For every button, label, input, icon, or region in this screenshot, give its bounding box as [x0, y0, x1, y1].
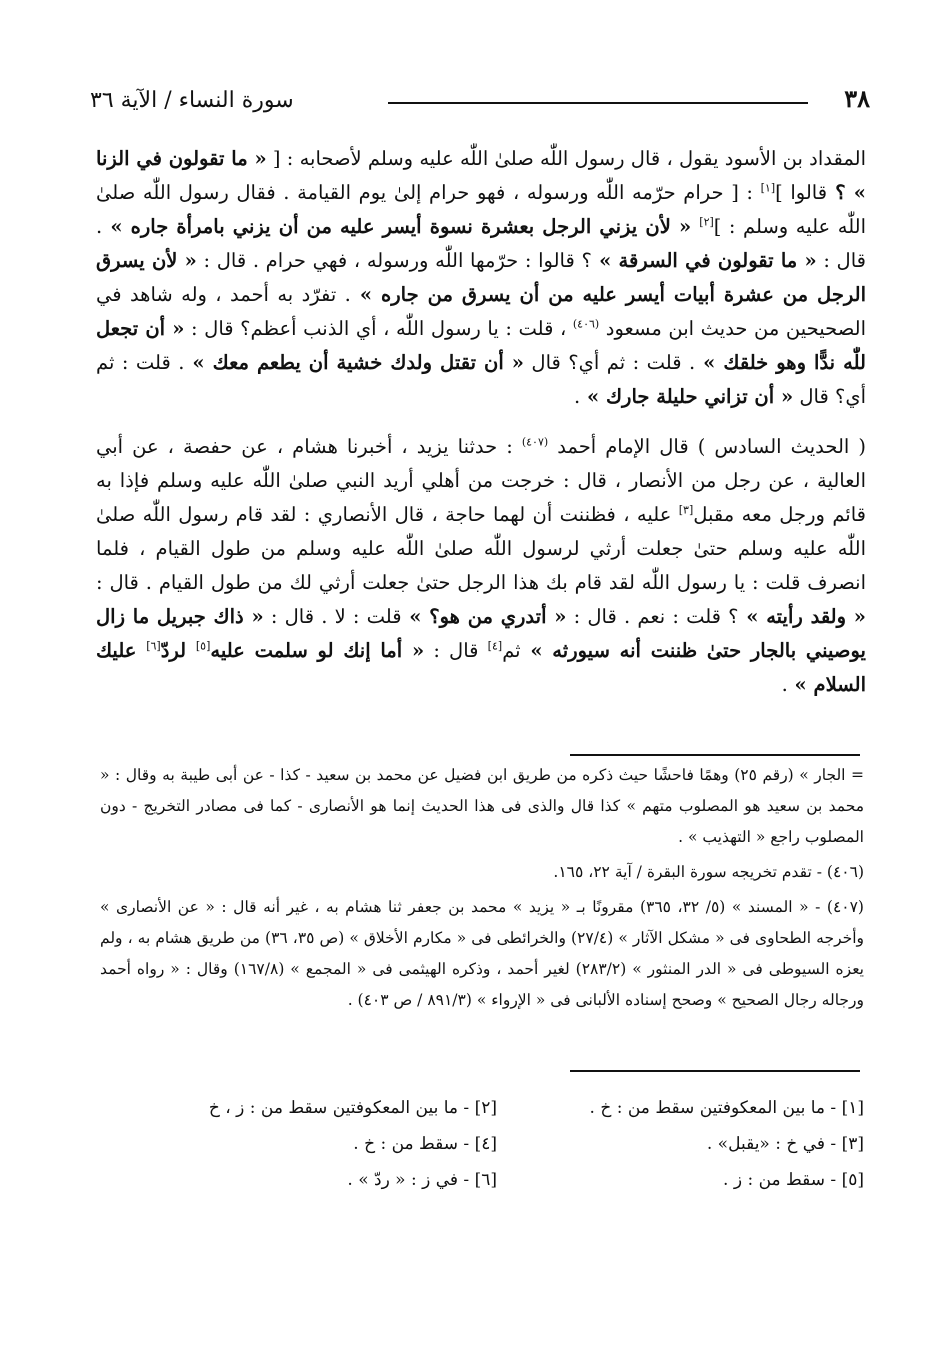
text-run: قالوا	[782, 181, 828, 204]
hadith-quote: « أتدري من هو؟ »	[401, 605, 567, 628]
reference-marker: [٦]	[146, 639, 161, 653]
text-run: . قلت : ثم أي؟ قال	[523, 351, 696, 374]
reference-marker: [١]	[760, 181, 776, 195]
manuscript-variants	[130, 1090, 864, 1198]
text-run: .	[781, 673, 788, 696]
hadith-quote: « لأن يسرق الرجل من عشرة أبيات أيسر عليه من أن يسرق من جاره »	[96, 249, 866, 306]
text-run: ؟ قلت : نعم . قال :	[566, 605, 739, 628]
page-number: ٣٨	[844, 84, 870, 113]
text-run: قال :	[424, 639, 488, 662]
text-run: ( الحديث السادس ) قال الإمام أحمد	[548, 435, 866, 458]
hadith-quote: « لأن يزني الرجل بعشرة نسوة أيسر عليه من أن يزني بامرأة جاره »	[102, 215, 700, 238]
hadith-quote: « أن تزاني حليلة جارك »	[580, 385, 794, 408]
header-rule	[388, 102, 808, 104]
hadith-quote: « ولقد رأيته »	[738, 605, 866, 628]
hadith-quote: « أن تجعل للّٰه ندًّا وهو خلقك »	[96, 317, 866, 374]
main-text	[96, 142, 866, 702]
footnote-rule	[570, 754, 860, 756]
footnote-406: (٤٠٦) - تقدم تخريجه سورة البقرة / آية ٢٢، ١٦٥.	[553, 863, 864, 881]
text-run: قلت : لا . قال :	[263, 605, 402, 628]
paragraph-hadith-fifth	[96, 142, 866, 414]
hadith-quote: « أما إنك لو سلمت عليه	[210, 639, 425, 662]
text-run: : [ حرام حرّمه اللّٰه ورسوله ، فهو حرام إلىٰ يوم القيامة . فقال رسول اللّٰه صلىٰ اللّٰه عليه وسلم : ]	[96, 181, 867, 238]
variant-note: [٥] - سقط من : ز .	[723, 1170, 864, 1190]
text-run: : حدثنا يزيد ، أخبرنا هشام ، عن حفصة ، عن أبي العالية ، عن رجل من الأنصار ، قال : خرجت من أهلي أريد النبي صلىٰ اللّٰه عليه وسلم فإذا به قائم ورجل معه مقبل	[96, 435, 866, 526]
reference-marker: (٤٠٧)	[521, 435, 549, 449]
text-run: . قلت : ثم أي؟ قال	[96, 351, 866, 408]
text-run: ؟ قالوا : حرّمها اللّٰه ورسوله ، فهي حرام . قال :	[196, 249, 592, 272]
text-run: المقداد بن الأسود يقول ، قال رسول اللّٰه صلىٰ اللّٰه عليه وسلم لأصحابه : [	[266, 147, 866, 170]
hadith-quote: لردّ	[160, 639, 196, 662]
reference-marker: (٤٠٦)	[572, 317, 600, 331]
variant-note: [٦] - في ز : « ردّ » .	[347, 1170, 497, 1190]
reference-marker: [٣]	[678, 503, 694, 517]
text-run: ]	[775, 181, 783, 204]
text-run: عليه ، فظننت أن لهما حاجة ، قال الأنصاري : لقد قام رسول اللّٰه صلىٰ اللّٰه عليه وسلم حتىٰ جعلت أرثي لرسول اللّٰه صلىٰ اللّٰه عليه وسلم من طول القيام ، فلما انصرف قلت : يا رسول اللّٰه لقد قام بك هذا الرجل حتىٰ جعلت أرثي لك من طول القيام . قال :	[96, 503, 866, 594]
variant-note: [٣] - في خ : «يقبل» .	[706, 1134, 864, 1154]
reference-marker: [٢]	[699, 215, 714, 229]
hadith-quote: « ما تقولون في السرقة »	[591, 249, 817, 272]
reference-marker: [٤]	[487, 639, 503, 653]
paragraph-hadith-sixth	[96, 430, 866, 702]
page-header	[90, 84, 870, 124]
running-title: سورة النساء / الآية ٣٦	[90, 88, 294, 113]
variants-row	[130, 1126, 864, 1162]
variants-rule	[570, 1070, 860, 1072]
footnote-407: (٤٠٧) - « المسند » (٥/ ٣٢، ٣٦٥) مقرونًا بـ « يزيد » محمد بن جعفر ثنا هشام به ، غير أنه قال : « عن الأنصارى » وأخرجه الطحاوى فى « مشكل الآثار » (٢٧/٤) والخرائطى فى « مكارم الأخلاق » (ص ٣٥، ٣٦) من طريق هشام به ، ولم يعزه السيوطى فى « الدر المنثور » (٢٨٣/٢) لغير أحمد ، وذكره الهيثمى فى « المجمع » (١٦٧/٨) وقال : « رواه أحمد ورجاله رجال الصحيح » وصحح إسناده الألبانى فى « الإرواء » (٨٩١/٣ / ص ٤٠٣) .	[100, 898, 864, 1009]
reference-marker: [٥]	[195, 639, 211, 653]
text-run: . قال :	[96, 215, 866, 272]
hadith-quote: « ما تقولون في الزنا » ؟	[96, 147, 866, 204]
variant-note: [٢] - ما بين المعكوفتين سقط من : ز ، خ	[208, 1098, 497, 1118]
hadith-quote: « أن تقتل ولدك خشية أن يطعم معك »	[184, 351, 524, 374]
variants-row	[130, 1162, 864, 1198]
hadith-quote: « ذاك جبريل ما زال يوصيني بالجار حتىٰ ظننت أنه سيورثه »	[96, 605, 866, 662]
footnote-continued: = الجار » (رقم ٢٥) وهمًا فاحشًا حيث ذكره من طريق ابن فضيل عن محمد بن سعيد - كذا - عن أبى طيبة به وقال : « محمد بن سعيد هو المصلوب متهم » كذا قال والذى فى هذا الحديث إنما هو الأنصارى - كما فى مصادر التخريج - دون المصلوب راجع « التهذيب » .	[100, 766, 864, 846]
variant-note: [٤] - سقط من : خ .	[353, 1134, 497, 1154]
text-run: . تفرّد به أحمد ، وله شاهد في الصحيحين من حديث ابن مسعود	[96, 283, 866, 340]
variants-row	[130, 1090, 864, 1126]
variant-note: [١] - ما بين المعكوفتين سقط من : خ .	[589, 1098, 864, 1118]
text-run: .	[574, 385, 581, 408]
text-run: ثم	[502, 639, 521, 662]
footnotes	[100, 760, 864, 1016]
text-run: ، قلت : يا رسول اللّٰه ، أي الذنب أعظم؟ قال :	[184, 317, 573, 340]
hadith-quote: عليك السلام »	[96, 639, 866, 696]
